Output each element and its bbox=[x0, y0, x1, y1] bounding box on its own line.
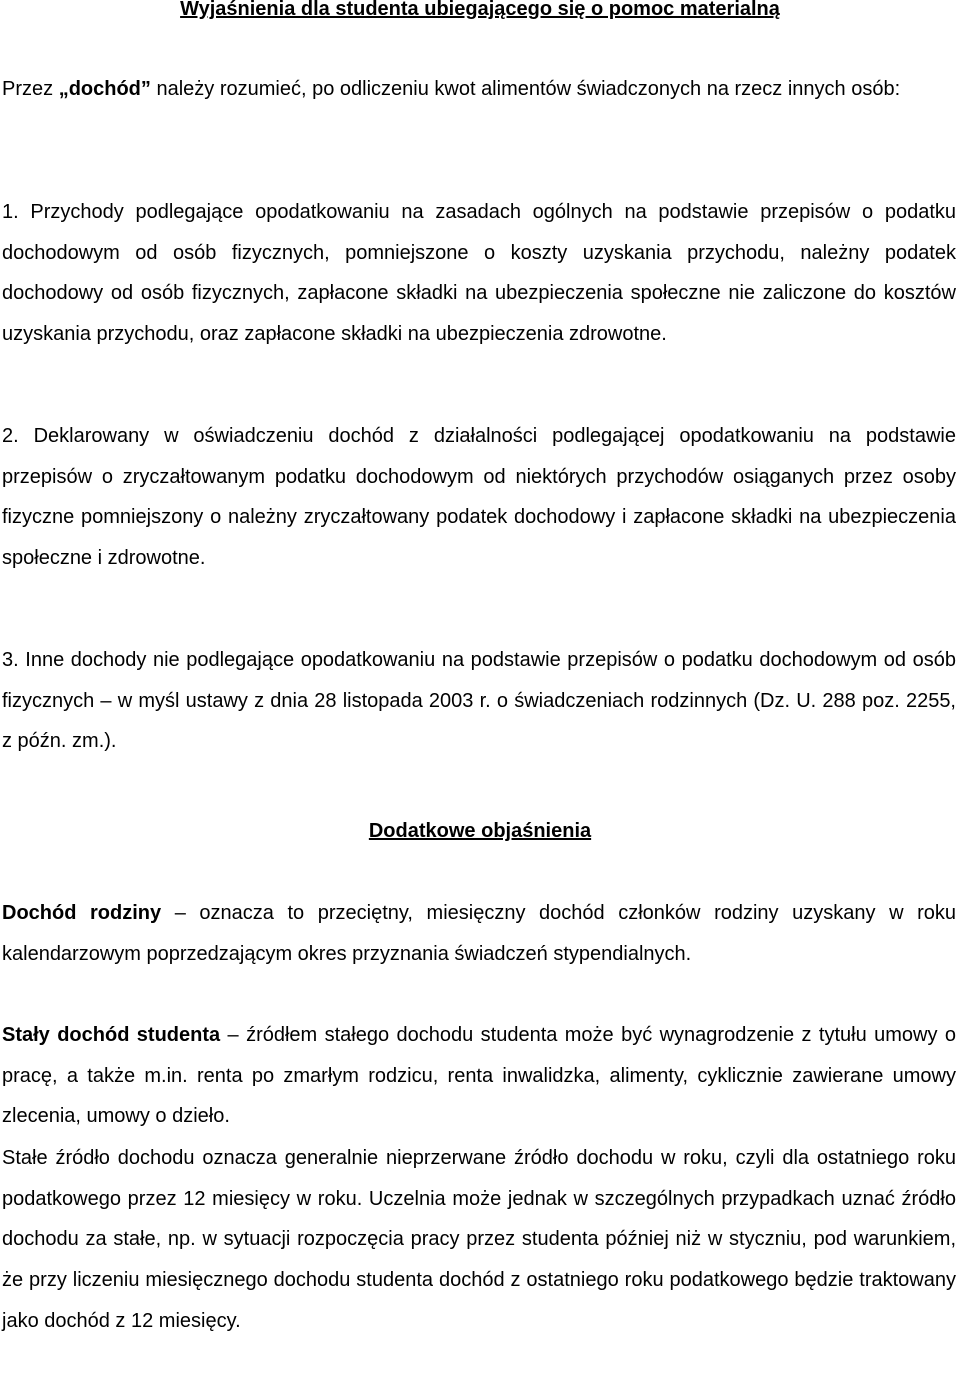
intro-after: należy rozumieć, po odliczeniu kwot alimentów świadczonych na rzecz innych osób: bbox=[150, 78, 901, 100]
list-item-2: 2. Deklarowany w oświadczeniu dochód z działalności podlegającej opodatkowaniu na podstawie przepisów o zryczałtowanym podatku dochodowym od niektórych przychodów osiąganych przez osoby fizyczne pomniejszony o należny zryczałtowany podatek dochodowy i zapłacone składki na ubezpieczenia społeczne i zdrowotne. bbox=[2, 425, 956, 570]
list-item-1: 1. Przychody podlegające opodatkowaniu na zasadach ogólnych na podstawie przepisów o podatku dochodowym od osób fizycznych, pomniejszone o koszty uzyskania przychodu, należny podatek dochodowy od osób fizycznych, zapłacone składki na ubezpieczenia społeczne nie zaliczone do kosztów uzyskania przychodu, oraz zapłacone składki na ubezpieczenia zdrowotne. bbox=[2, 201, 956, 346]
intro-term: „dochód” bbox=[58, 78, 151, 100]
stable-income-paragraph: Stałe źródło dochodu oznacza generalnie nieprzerwane źródło dochodu w roku, czyli dla ostatniego roku podatkowego przez 12 miesięcy w roku. Uczelnia może jednak w szczególnych przypadkach uznać źródło dochodu za stałe, np. w sytuacji rozpoczęcia pracy przez studenta później niż w styczniu, pod warunkiem, że przy liczeniu miesięcznego dochodu studenta dochód z ostatniego roku podatkowego będzie traktowany jako dochód z 12 miesięcy. bbox=[2, 1147, 956, 1332]
definition-family-income bbox=[2, 893, 956, 974]
intro-before: Przez bbox=[2, 78, 59, 100]
definition-term: Stały dochód studenta bbox=[2, 1024, 221, 1046]
list-item-3: 3. Inne dochody nie podlegające opodatkowaniu na podstawie przepisów o podatku dochodowym od osób fizycznych – w myśl ustawy z dnia 28 listopada 2003 r. o świadczeniach rodzinnych (Dz. U. 288 poz. 2255, z późn. zm.). bbox=[2, 649, 956, 753]
intro-paragraph bbox=[2, 69, 956, 110]
definition-text: – źródłem stałego dochodu studenta może być wynagrodzenie z tytułu umowy o pracę, a także m.in. renta po zmarłym rodzicu, renta inwalidzka, alimenty, cyklicznie zawierane umowy zlecenia, umowy o dzieło. bbox=[2, 1024, 956, 1128]
definition-term: Dochód rodziny bbox=[2, 902, 162, 924]
definition-student-income bbox=[2, 1015, 956, 1137]
section-title: Dodatkowe objaśnienia bbox=[368, 820, 592, 842]
definition-text: – oznacza to przeciętny, miesięczny dochód członków rodziny uzyskany w roku kalendarzowym poprzedzającym okres przyznania świadczeń stypendialnych. bbox=[2, 902, 957, 965]
page-title: Wyjaśnienia dla studenta ubiegającego się o pomoc materialną bbox=[180, 0, 780, 20]
